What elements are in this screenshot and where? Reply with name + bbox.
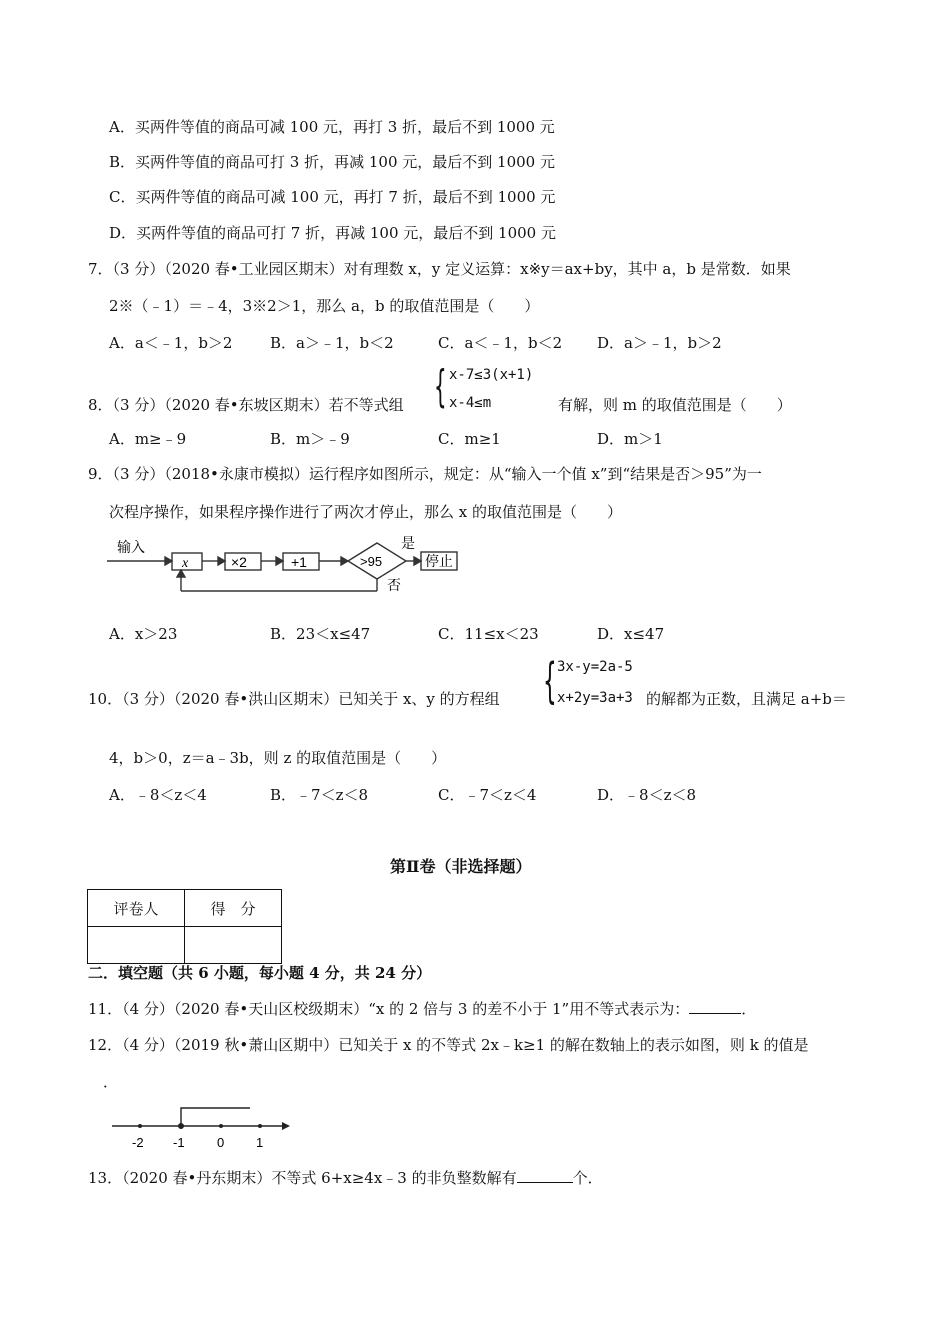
q8-brace: { [434, 361, 447, 412]
flow-input-label: 输入 [117, 539, 145, 555]
q11 [88, 999, 756, 1019]
solution-ray [181, 1108, 250, 1126]
q6-option-c: C．买两件等值的商品可减 100 元，再打 7 折，最后不到 1000 元 [109, 188, 556, 206]
q10-eq2: x+2y=3a+3 [557, 690, 633, 706]
q6-option-a: A．买两件等值的商品可减 100 元，再打 3 折，最后不到 1000 元 [109, 118, 555, 136]
q10-line2: 4，b＞0，z＝a﹣3b，则 z 的取值范围是（ ） [109, 749, 447, 767]
q10-suffix: 的解都为正数，且满足 a+b＝ [646, 690, 847, 708]
flow-box-x-label: x [182, 556, 189, 571]
q7-option-b: B．a＞﹣1，b＜2 [270, 334, 394, 352]
section2-heading: 二．填空题（共 6 小题，每小题 4 分，共 24 分） [88, 964, 432, 982]
q8-eq2: x-4≤m [449, 395, 492, 411]
tick-1 [258, 1124, 262, 1128]
score-table-cell-score[interactable] [185, 927, 282, 964]
q8-suffix: 有解，则 m 的取值范围是（ ） [558, 396, 792, 414]
q11-end: ． [741, 1000, 757, 1018]
flow-decision-label: >95 [360, 554, 383, 569]
flow-box-times2-label: ×2 [231, 554, 247, 570]
q8-eq1: x-7≤3(x+1) [449, 367, 534, 383]
q10-brace: { [543, 653, 557, 709]
axis-label-neg1: -1 [173, 1135, 185, 1150]
q11-text: 11．（4 分）（2020 春•天山区校级期末）“x 的 2 倍与 3 的差不小于 1”用不等式表示为： [88, 1000, 690, 1018]
q13-answer-blank[interactable] [517, 1168, 573, 1183]
axis-label-0: 0 [217, 1135, 225, 1150]
axis-label-1: 1 [256, 1135, 264, 1150]
score-table [87, 889, 282, 964]
q6-option-d: D．买两件等值的商品可打 7 折，再减 100 元，最后不到 1000 元 [109, 224, 556, 242]
q7-line2: 2※（﹣1）＝﹣4，3※2＞1，那么 a，b 的取值范围是（ ） [109, 297, 540, 315]
q12-number-line [110, 1105, 300, 1155]
flow-no-label: 否 [387, 577, 401, 593]
q13-text: 13．（2020 春•丹东期末）不等式 6+x≥4x﹣3 的非负整数解有 [88, 1169, 517, 1187]
q10-option-d: D．﹣8＜z＜8 [597, 786, 697, 804]
q9-line1: 9．（3 分）（2018•永康市模拟）运行程序如图所示，规定：从“输入一个值 x”到“结果是否＞95”为一 [88, 465, 762, 483]
tick-neg2 [138, 1124, 142, 1128]
q7-option-c: C．a＜﹣1，b＜2 [438, 334, 563, 352]
q8-option-c: C．m≥1 [438, 430, 501, 448]
q10-option-c: C．﹣7＜z＜4 [438, 786, 537, 804]
q9-line2: 次程序操作，如果程序操作进行了两次才停止，那么 x 的取值范围是（ ） [109, 503, 622, 521]
number-line-arrow [282, 1122, 290, 1130]
axis-label-neg2: -2 [132, 1135, 144, 1150]
q10-eq1: 3x-y=2a-5 [557, 659, 633, 675]
q8-option-b: B．m＞﹣9 [270, 430, 350, 448]
q8-option-d: D．m＞1 [597, 430, 663, 448]
q10-option-a: A．﹣8＜z＜4 [109, 786, 207, 804]
q9-option-a: A．x＞23 [109, 625, 178, 643]
q10-prefix: 10．（3 分）（2020 春•洪山区期末）已知关于 x、y 的方程组 [88, 690, 500, 708]
q13 [88, 1168, 603, 1188]
q9-option-b: B．23＜x≤47 [270, 625, 371, 643]
q10-option-b: B．﹣7＜z＜8 [270, 786, 369, 804]
q7-option-d: D．a＞﹣1，b＞2 [597, 334, 722, 352]
q7-line1: 7．（3 分）（2020 春•工业园区期末）对有理数 x，y 定义运算：x※y＝ax+by，其中 a，b 是常数．如果 [88, 260, 791, 278]
q12-line1: 12．（4 分）（2019 秋•萧山区期中）已知关于 x 的不等式 2x﹣k≥1 的解在数轴上的表示如图，则 k 的值是 [88, 1036, 809, 1054]
q9-option-d: D．x≤47 [597, 625, 665, 643]
score-table-cell-grader[interactable] [88, 927, 185, 964]
q11-answer-blank[interactable] [689, 999, 741, 1014]
q13-end: 个． [572, 1169, 603, 1187]
q8-option-a: A．m≥﹣9 [109, 430, 187, 448]
q9-option-c: C．11≤x＜23 [438, 625, 539, 643]
flow-yes-label: 是 [401, 535, 415, 551]
q9-flowchart [105, 535, 465, 595]
flow-stop-label: 停止 [425, 553, 453, 569]
section2-title: 第Ⅱ卷（非选择题） [390, 857, 532, 876]
score-table-header-score: 得 分 [185, 890, 282, 927]
tick-0 [219, 1124, 223, 1128]
flow-box-plus1-label: +1 [291, 554, 307, 570]
q6-option-b: B．买两件等值的商品可打 3 折，再减 100 元，最后不到 1000 元 [109, 153, 555, 171]
q7-option-a: A．a＜﹣1，b＞2 [109, 334, 233, 352]
q12-line2: ． [103, 1073, 119, 1091]
score-table-header-grader: 评卷人 [88, 890, 185, 927]
q8-prefix: 8．（3 分）（2020 春•东坡区期末）若不等式组 [88, 396, 404, 414]
